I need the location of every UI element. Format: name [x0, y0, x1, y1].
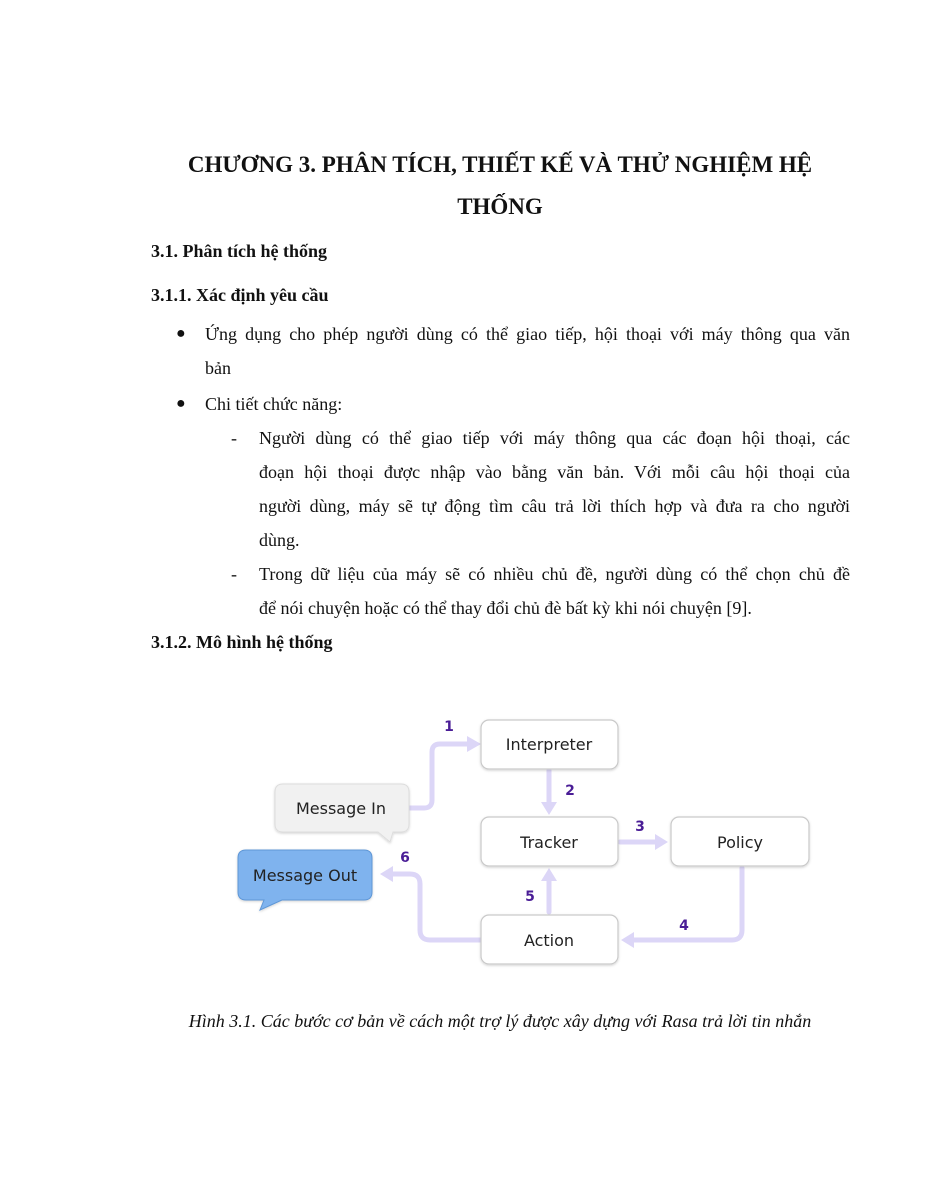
interpreter-label: Interpreter	[505, 735, 593, 754]
step-number-1: 1	[444, 719, 454, 735]
chapter-title-line-1: CHƯƠNG 3. PHÂN TÍCH, THIẾT KẾ VÀ THỬ NGHIỆM HỆ	[187, 152, 813, 177]
step-number-6: 6	[400, 850, 410, 866]
dash-text: Người dùng có thể giao tiếp với máy thông qua các đoạn hội thoại, các	[259, 428, 850, 448]
bullet-text: Chi tiết chức năng:	[205, 394, 343, 414]
bullet-marker: ●	[176, 325, 186, 342]
action-label: Action	[523, 931, 575, 950]
dash-text: dùng.	[259, 530, 300, 550]
section-heading-3-1: 3.1. Phân tích hệ thống	[151, 241, 328, 261]
step-number-2: 2	[565, 783, 575, 799]
bullet-text: bản	[205, 358, 231, 378]
section-heading-3-1-1: 3.1.1. Xác định yêu cầu	[151, 285, 329, 305]
dash-marker: -	[231, 428, 237, 448]
tracker-label: Tracker	[520, 833, 578, 852]
bullet-marker: ●	[176, 395, 186, 412]
dash-text: để nói chuyện hoặc có thể thay đổi chủ đè bất kỳ khi nói chuyện [9].	[259, 598, 752, 618]
message-out-label: Message Out	[252, 866, 358, 885]
section-heading-3-1-2: 3.1.2. Mô hình hệ thống	[151, 632, 333, 652]
step-number-3: 3	[635, 819, 645, 835]
policy-label: Policy	[716, 833, 764, 852]
message-in-label: Message In	[295, 799, 387, 818]
arrow-step-1	[409, 744, 469, 808]
step-number-5: 5	[525, 889, 535, 905]
step-number-4: 4	[679, 918, 689, 934]
dash-text: Trong dữ liệu của máy sẽ có nhiều chủ đề, người dùng có thể chọn chủ đề	[259, 564, 850, 584]
dash-text: đoạn hội thoại được nhập vào bằng văn bản. Với mỗi câu hội thoại của	[259, 462, 850, 482]
arrow-step-6	[392, 874, 481, 940]
chapter-title-line-2: THỐNG	[457, 194, 543, 219]
bullet-text: Ứng dụng cho phép người dùng có thể giao tiếp, hội thoại với máy thông qua văn	[205, 324, 850, 344]
dash-marker: -	[231, 564, 237, 584]
dash-text: người dùng, máy sẽ tự động tìm câu trả lời thích hợp và đưa ra cho người	[259, 496, 850, 516]
figure-caption: Hình 3.1. Các bước cơ bản về cách một trợ lý được xây dựng với Rasa trả lời tin nhắn	[188, 1011, 812, 1031]
